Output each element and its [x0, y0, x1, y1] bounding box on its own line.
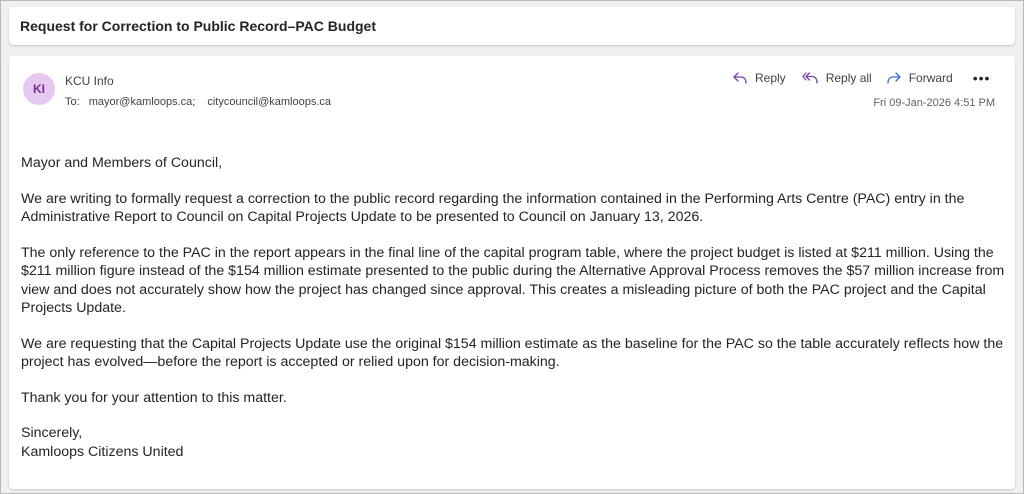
to-label: To: — [65, 96, 80, 108]
subject-bar — [9, 7, 1015, 45]
forward-icon — [887, 72, 901, 84]
message-actions — [733, 69, 990, 87]
reply-all-button[interactable] — [802, 71, 872, 85]
recipients-line — [65, 96, 340, 108]
closing: Sincerely, — [21, 425, 83, 441]
reply-all-label: Reply all — [825, 71, 872, 85]
reply-all-icon — [802, 72, 818, 84]
reply-button[interactable] — [733, 71, 786, 85]
avatar[interactable]: KI — [23, 73, 55, 105]
recipient-citycouncil[interactable]: citycouncil@kamloops.ca — [207, 96, 332, 108]
sender-name[interactable]: KCU Info — [65, 74, 114, 88]
body-paragraph-2: The only reference to the PAC in the report appears in the final line of the capital program table, where the project budget is listed at $211 million. Using the $211 million figure instead of the $154 million estimate presented to the public during the Alternative Approval Process removes the $57 million increase from view and does not accurately show how the project has changed since approval. This creates a misleading picture of both the PAC project and the Capital Projects Update. — [21, 244, 1005, 316]
greeting: Mayor and Members of Council, — [21, 155, 223, 171]
body-paragraph-4: Thank you for your attention to this matter. — [21, 389, 287, 406]
message-body — [21, 154, 1006, 461]
forward-label: Forward — [908, 71, 953, 85]
forward-button[interactable] — [887, 71, 953, 85]
recipient-mayor[interactable]: mayor@kamloops.ca; — [88, 96, 196, 108]
sent-timestamp: Fri 09-Jan-2026 4:51 PM — [873, 97, 995, 109]
signature: Kamloops Citizens United — [21, 443, 184, 460]
more-actions-icon[interactable]: ••• — [972, 70, 991, 86]
reply-icon — [733, 72, 747, 84]
body-paragraph-3: We are requesting that the Capital Projects Update use the original $154 million estimate as the baseline for the PAC so the table accurately reflects how the project has evolved—before the report is accepted or relied upon for decision-making. — [21, 335, 1004, 370]
reply-label: Reply — [755, 71, 786, 85]
message-card — [9, 56, 1015, 489]
email-subject: Request for Correction to Public Record–PAC Budget — [20, 18, 376, 34]
body-paragraph-1: We are writing to formally request a correction to the public record regarding the information contained in the Performing Arts Centre (PAC) entry in the Administrative Report to Council on Capital Projects Update to be presented to Council on January 13, 2026. — [21, 190, 965, 225]
